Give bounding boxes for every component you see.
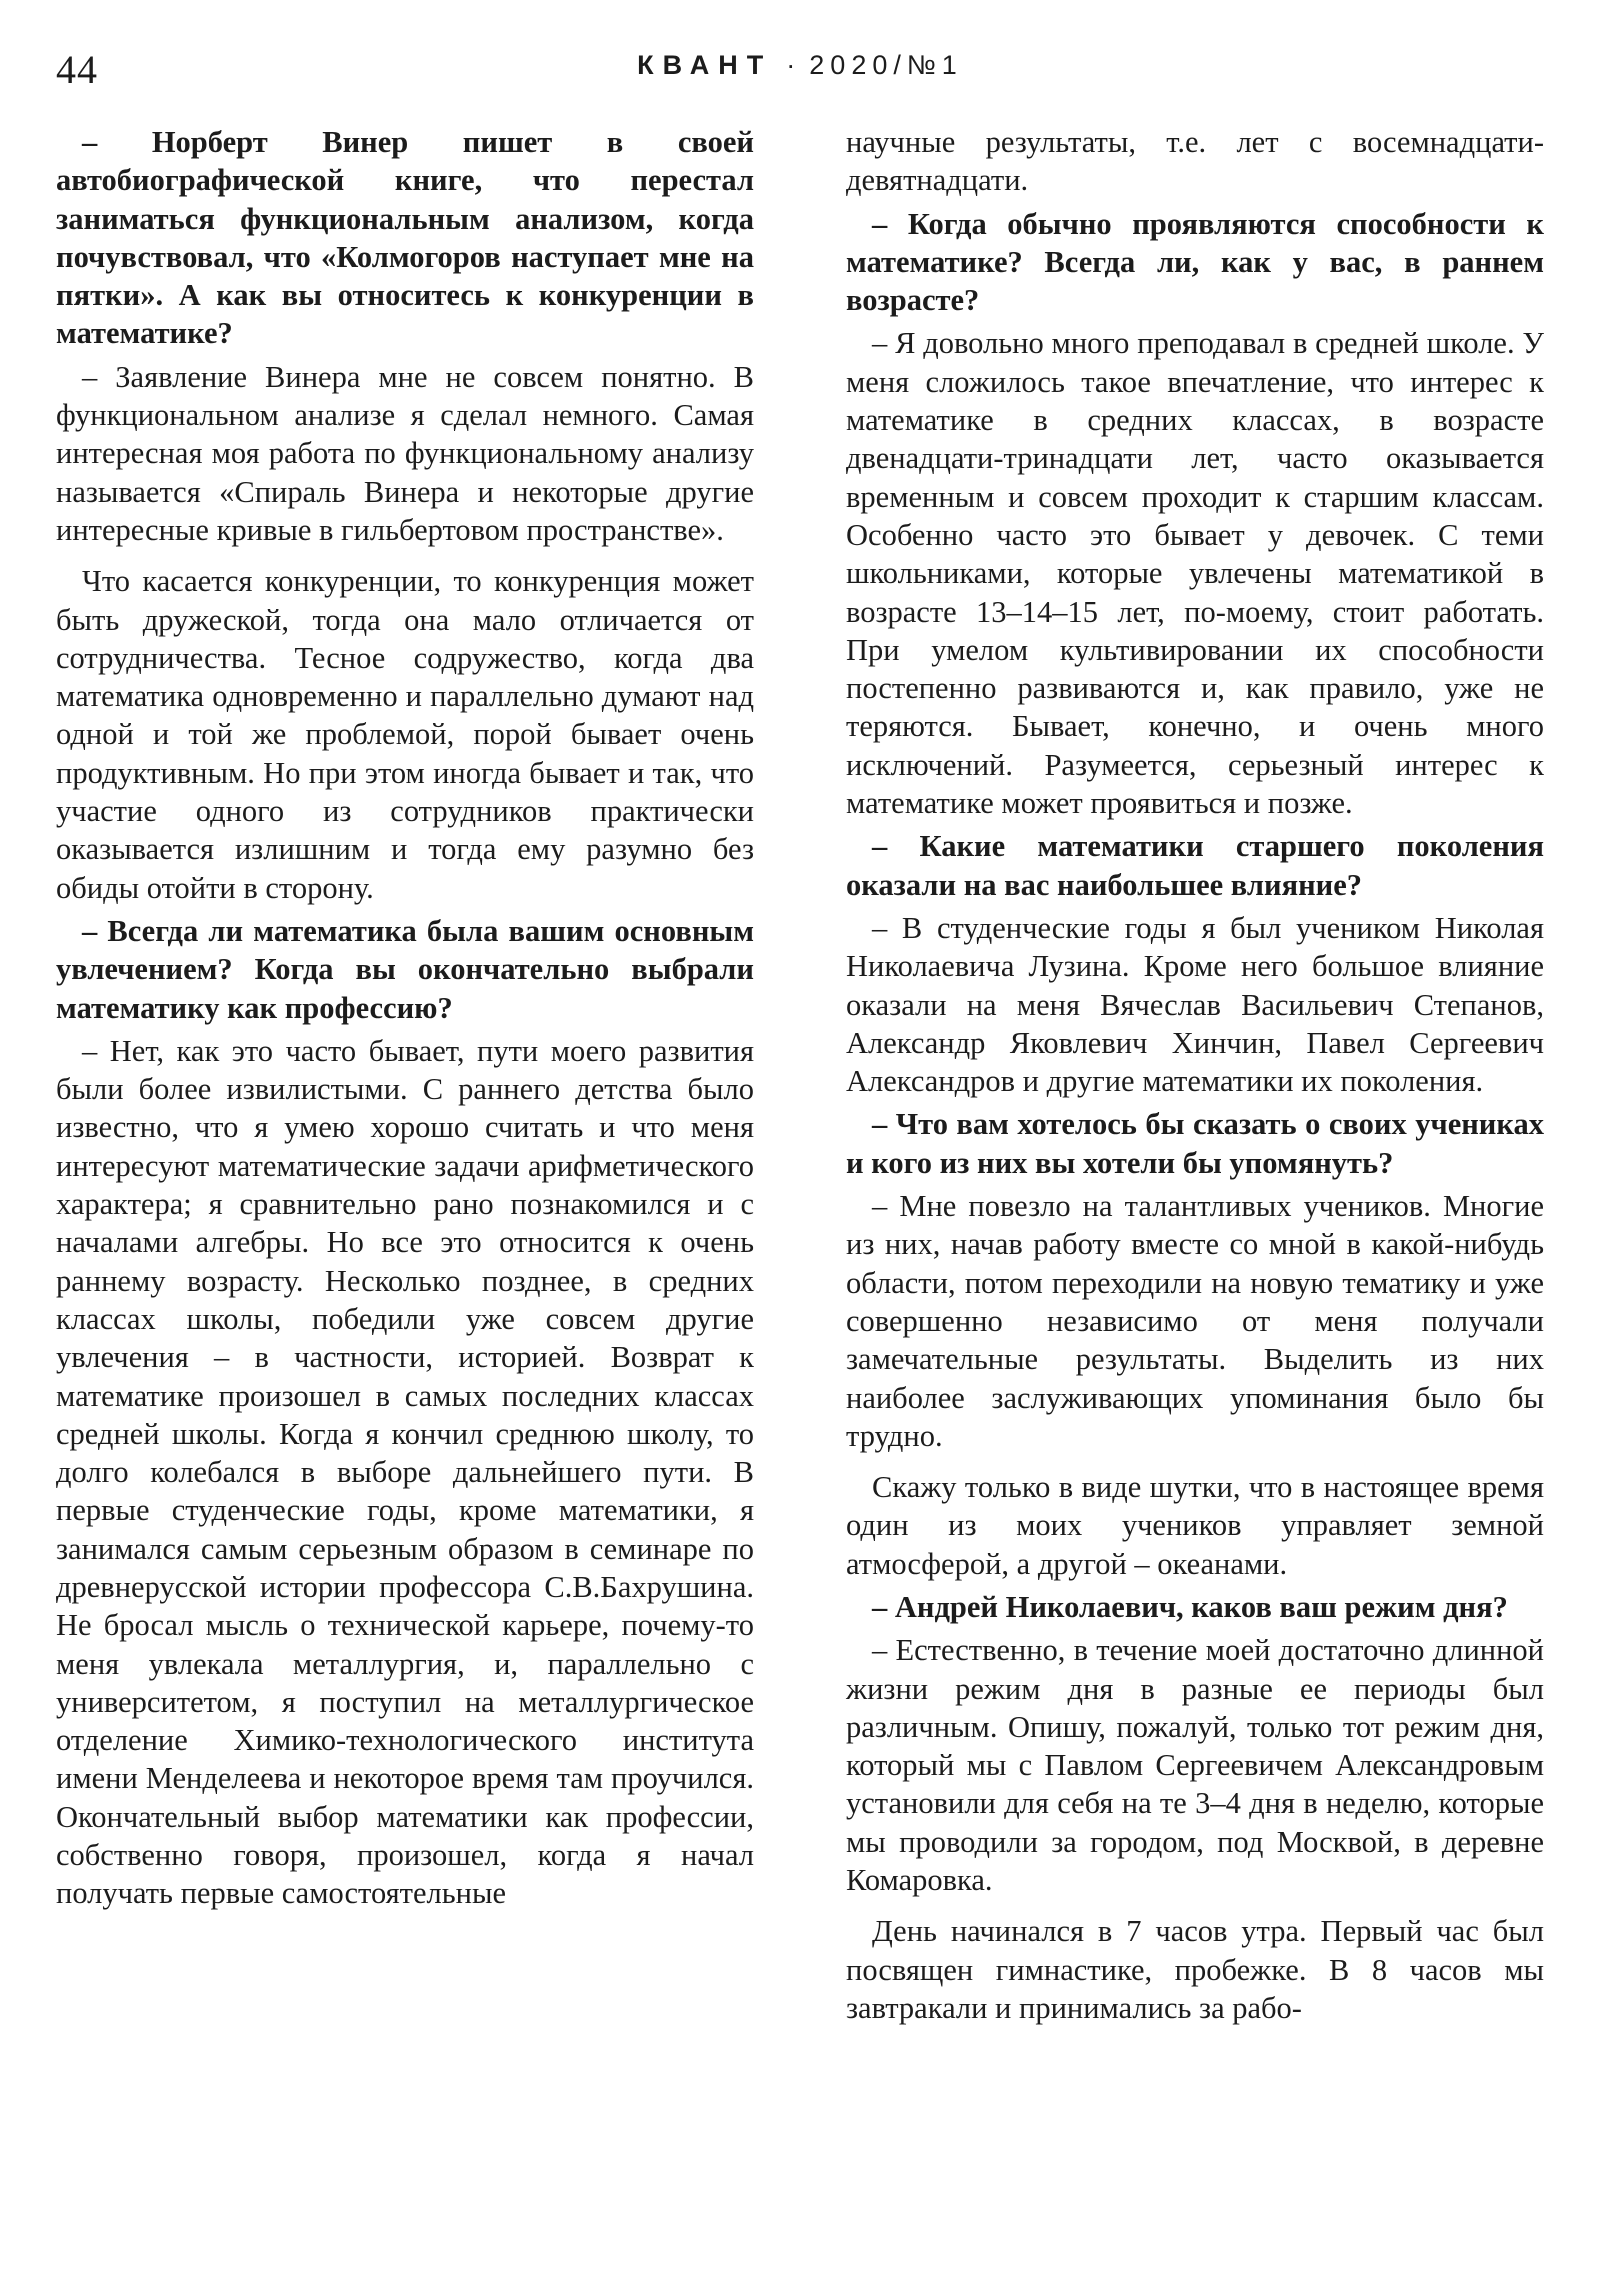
- running-head: [56, 50, 1544, 81]
- interview-answer: Что касается конкуренции, то конкуренция может быть дружеской, тогда она мало отличается от сотрудничества. Тесное содружество, когда два математика одновременно и параллельно думают над одной и той же проблемой, порой бывает очень продуктивным. Но при этом иногда бывает и так, что участие одного из сотрудников практически оказывается излишним и тогда ему разумно без обиды отойти в сторону.: [56, 564, 754, 905]
- interview-answer: – Естественно, в течение моей достаточно длинной жизни режим дня в разные ее периоды был различным. Опишу, пожалуй, только тот режим дня, который мы с Павлом Сергеевичем Александровым установили для себя на те 3–4 дня в неделю, которые мы проводили за городом, под Москвой, в деревне Комаровка.: [846, 1633, 1544, 1898]
- left-column: [56, 123, 754, 1918]
- interview-answer: – Заявление Винера мне не совсем понятно. В функциональном анализе я сделал немного. Самая интересная моя работа по функциональному анализу называется «Спираль Винера и некоторые другие интересные кривые в гильбертовом пространстве».: [56, 359, 754, 547]
- interview-question: – Какие математики старшего поколения оказали на вас наибольшее влияние?: [846, 829, 1544, 902]
- interview-answer: – Нет, как это часто бывает, пути моего развития были более извилистыми. С раннего детства было известно, что я умею хорошо считать и что меня интересуют математические задачи арифметического характера; я сравнительно рано познакомился и с началами алгебры. Но все это относится к очень раннему возрасту. Несколько позднее, в средних классах школы, победили уже совсем другие увлечения – в частности, историей. Возврат к математике произошел в самых последних классах средней школы. Когда я кончил среднюю школу, то долго колебался в выборе дальнейшего пути. В первые студенческие годы, кроме математики, я занимался самым серьезным образом в семинаре по древнерусской истории профессора С.В.Бахрушина. Не бросал мысль о технической карьере, почему-то меня увлекала металлургия, и, параллельно с университетом, я поступил на металлургическое отделение Химико-технологического института имени Менделеева и некоторое время там проучился. Окончательный выбор математики как профессии, собственно говоря, произошел, когда я начал получать первые самостоятельные: [56, 1033, 754, 1911]
- answer-continuation: научные результаты, т.е. лет с восемнадцати-девятнадцати.: [846, 125, 1544, 198]
- interview-question: – Когда обычно проявляются способности к математике? Всегда ли, как у вас, в раннем возрасте?: [846, 206, 1544, 318]
- header-separator: ·: [786, 50, 796, 80]
- interview-answer: День начинался в 7 часов утра. Первый час был посвящен гимнастике, пробежке. В 8 часов мы завтракали и принимались за рабо-: [846, 1914, 1544, 2025]
- page-number: 44: [56, 47, 98, 92]
- interview-answer: – Я довольно много преподавал в средней школе. У меня сложилось такое впечатление, что интерес к математике в средних классах, в возрасте двенадцати-тринадцати лет, часто оказывается временным и совсем проходит к старшим классам. Особенно часто это бывает у девочек. С теми школьниками, которые увлечены математикой в возрасте 13–14–15 лет, по-моему, стоит работать. При умелом культивировании их способности постепенно развиваются и, как правило, уже не теряются. Бывает, конечно, и очень много исключений. Разумеется, серьезный интерес к математике может проявиться и позже.: [846, 326, 1544, 821]
- issue-number: 2020/№1: [809, 50, 963, 80]
- journal-title: КВАНТ: [637, 50, 773, 80]
- interview-question: – Что вам хотелось бы сказать о своих учениках и кого из них вы хотели бы упомянуть?: [846, 1107, 1544, 1180]
- page-header: [56, 40, 1544, 100]
- interview-answer: – В студенческие годы я был учеником Николая Николаевича Лузина. Кроме него большое влияние оказали на меня Вячеслав Васильевич Степанов, Александр Яковлевич Хинчин, Павел Сергеевич Александров и другие математики их поколения.: [846, 910, 1544, 1099]
- right-column: [846, 123, 1544, 2032]
- interview-answer: Скажу только в виде шутки, что в настоящее время один из моих учеников управляет земной атмосферой, а другой – океанами.: [846, 1470, 1544, 1581]
- interview-question: – Всегда ли математика была вашим основным увлечением? Когда вы окончательно выбрали математику как профессию?: [56, 913, 754, 1025]
- interview-question: – Андрей Николаевич, каков ваш режим дня?: [872, 1589, 1508, 1624]
- interview-answer: – Мне повезло на талантливых учеников. Многие из них, начав работу вместе со мной в какой-нибудь области, потом переходили на новую тематику и уже совершенно независимо от меня получали замечательные результаты. Выделить из них наиболее заслуживающих упоминания было бы трудно.: [846, 1189, 1544, 1453]
- interview-question: – Норберт Винер пишет в своей автобиографической книге, что перестал заниматься функциональным анализом, когда почувствовал, что «Колмогоров наступает мне на пятки». А как вы относитесь к конкуренции в математике?: [56, 125, 754, 351]
